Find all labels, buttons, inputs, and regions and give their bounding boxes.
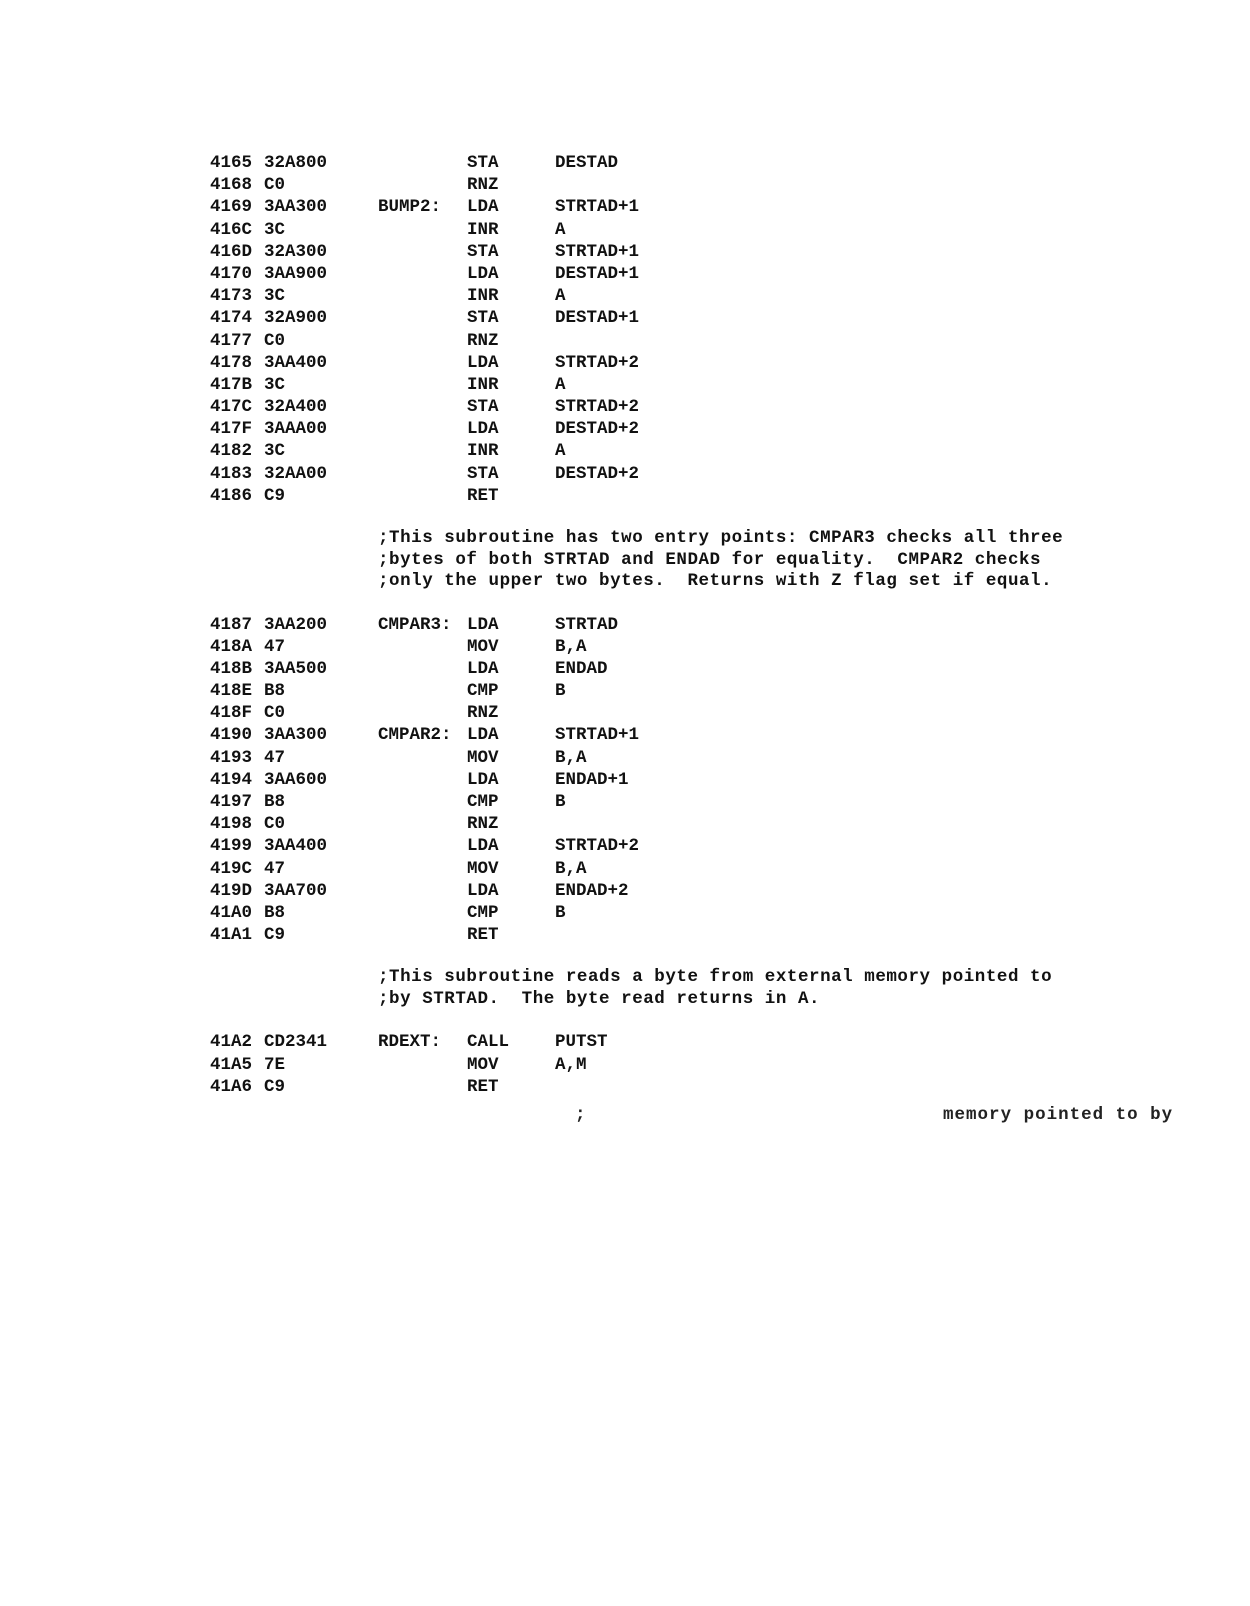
operand: B,A (555, 747, 587, 768)
machine-code: B8 (264, 792, 286, 812)
machine-code: 3AAA00 (264, 419, 328, 440)
listing-line (210, 152, 1110, 174)
machine-code: C0 (264, 814, 286, 835)
machine-code: 3C (264, 219, 286, 240)
listing-line (210, 1076, 1110, 1098)
operand: DESTAD+1 (555, 308, 640, 329)
listing-line (210, 747, 1110, 769)
mnemonic: MOV (467, 1054, 499, 1075)
address: 416D (210, 241, 253, 262)
address: 4174 (210, 308, 253, 329)
listing-line (210, 219, 1110, 241)
mnemonic: MOV (467, 858, 499, 879)
operand: ENDAD+1 (555, 769, 629, 790)
mnemonic: RNZ (467, 175, 499, 196)
code-block-cmpar (210, 614, 1110, 947)
mnemonic: LDA (467, 263, 499, 284)
address: 417F (210, 419, 253, 440)
operand: STRTAD+2 (555, 836, 640, 857)
machine-code: 3AA900 (264, 263, 328, 284)
operand: STRTAD (555, 614, 619, 635)
mnemonic: STA (467, 397, 499, 418)
label: CMPAR2: (378, 725, 452, 746)
comment-line: ;bytes of both STRTAD and ENDAD for equality. CMPAR2 checks (378, 549, 1042, 570)
listing-line (210, 241, 1110, 263)
mnemonic: LDA (467, 880, 499, 901)
machine-code: CD2341 (264, 1032, 328, 1053)
operand: STRTAD+1 (555, 241, 640, 262)
address: 4165 (210, 153, 253, 173)
address: 41A5 (210, 1054, 253, 1075)
listing-line (210, 352, 1110, 374)
mnemonic: STA (467, 153, 499, 173)
machine-code: B8 (264, 681, 286, 702)
machine-code: C0 (264, 703, 286, 724)
address: 4173 (210, 286, 253, 307)
address: 4198 (210, 814, 253, 835)
machine-code: B8 (264, 902, 286, 923)
operand: DESTAD+1 (555, 263, 640, 284)
listing-line (210, 396, 1110, 418)
operand: A (555, 286, 566, 307)
comment-line: ;This subroutine has two entry points: CMPAR3 checks all three (378, 528, 1064, 548)
listing-line (210, 418, 1110, 440)
address: 417B (210, 374, 253, 395)
machine-code: 3AA400 (264, 836, 328, 857)
machine-code: 3AA300 (264, 197, 328, 218)
machine-code: C0 (264, 330, 286, 351)
address: 418F (210, 703, 253, 724)
address: 4193 (210, 747, 253, 768)
comment-line: ;This subroutine reads a byte from external memory pointed to (378, 967, 1053, 988)
operand: PUTST (555, 1032, 608, 1053)
listing-line (210, 769, 1110, 791)
listing-line (210, 813, 1110, 835)
operand: B (555, 681, 566, 702)
mnemonic: LDA (467, 725, 499, 746)
comment-cmpar (378, 528, 1110, 593)
listing-line (210, 263, 1110, 285)
machine-code: 3AA700 (264, 880, 328, 901)
address: 4182 (210, 441, 253, 462)
mnemonic: RNZ (467, 330, 499, 351)
listing-line (210, 374, 1110, 396)
machine-code: 7E (264, 1054, 286, 1075)
listing-line (210, 636, 1110, 658)
listing-line (210, 440, 1110, 462)
machine-code: 32A800 (264, 153, 328, 173)
mnemonic: RET (467, 485, 499, 506)
machine-code: 47 (264, 858, 286, 879)
mnemonic: LDA (467, 614, 499, 635)
listing-line (210, 702, 1110, 724)
machine-code: 32AA00 (264, 463, 328, 484)
mnemonic: INR (467, 374, 499, 395)
listing-line (210, 835, 1110, 857)
address: 4190 (210, 725, 253, 746)
listing-line (210, 1031, 1110, 1053)
address: 4197 (210, 792, 253, 812)
mnemonic: CMP (467, 792, 499, 812)
listing-line (210, 924, 1110, 946)
listing-line (210, 614, 1110, 636)
listing-line (210, 174, 1110, 196)
mnemonic: RET (467, 1076, 499, 1097)
machine-code: 3AA300 (264, 725, 328, 746)
label: RDEXT: (378, 1032, 442, 1053)
machine-code: 3C (264, 441, 286, 462)
listing-line (210, 902, 1110, 924)
assembly-listing (210, 152, 1110, 1098)
mnemonic: RET (467, 925, 499, 946)
comment-line: ;only the upper two bytes. Returns with Z flag set if equal. (378, 571, 1053, 591)
mnemonic: LDA (467, 769, 499, 790)
address: 4183 (210, 463, 253, 484)
mnemonic: RNZ (467, 814, 499, 835)
address: 4168 (210, 175, 253, 196)
mnemonic: LDA (467, 197, 499, 218)
mnemonic: STA (467, 241, 499, 262)
operand: STRTAD+2 (555, 352, 640, 373)
machine-code: 3C (264, 286, 286, 307)
label: BUMP2: (378, 197, 442, 218)
operand: A,M (555, 1054, 587, 1075)
mnemonic: STA (467, 308, 499, 329)
listing-line (210, 285, 1110, 307)
mnemonic: CMP (467, 902, 499, 923)
machine-code: 3C (264, 374, 286, 395)
mnemonic: LDA (467, 352, 499, 373)
machine-code: C9 (264, 925, 286, 946)
listing-line (210, 485, 1110, 507)
listing-line (210, 880, 1110, 902)
listing-line (210, 330, 1110, 352)
address: 41A6 (210, 1076, 253, 1097)
machine-code: 3AA600 (264, 769, 328, 790)
address: 41A0 (210, 902, 253, 923)
mnemonic: STA (467, 463, 499, 484)
listing-line (210, 680, 1110, 702)
operand: DESTAD (555, 153, 619, 173)
address: 418B (210, 658, 253, 679)
listing-line (210, 858, 1110, 880)
operand: ENDAD+2 (555, 880, 629, 901)
address: 41A1 (210, 925, 253, 946)
operand: ENDAD (555, 658, 608, 679)
operand: B,A (555, 636, 587, 657)
address: 419C (210, 858, 253, 879)
cut-off-text: ; memory pointed to by (575, 1105, 1174, 1125)
mnemonic: INR (467, 441, 499, 462)
machine-code: 32A400 (264, 397, 328, 418)
listing-line (210, 658, 1110, 680)
address: 4194 (210, 769, 253, 790)
machine-code: 47 (264, 636, 286, 657)
mnemonic: CMP (467, 681, 499, 702)
machine-code: 47 (264, 747, 286, 768)
operand: B (555, 792, 566, 812)
address: 418A (210, 636, 253, 657)
comment-rdext (378, 967, 1110, 1010)
mnemonic: MOV (467, 636, 499, 657)
listing-line (210, 463, 1110, 485)
code-block-bump2 (210, 152, 1110, 507)
operand: DESTAD+2 (555, 419, 640, 440)
listing-line (210, 196, 1110, 218)
machine-code: C9 (264, 1076, 286, 1097)
operand: B (555, 902, 566, 923)
cut-off-text-line (575, 1100, 1174, 1125)
address: 4177 (210, 330, 253, 351)
address: 4186 (210, 485, 253, 506)
mnemonic: RNZ (467, 703, 499, 724)
code-block-rdext (210, 1031, 1110, 1098)
machine-code: 32A900 (264, 308, 328, 329)
address: 4170 (210, 263, 253, 284)
label: CMPAR3: (378, 614, 452, 635)
address: 4169 (210, 197, 253, 218)
machine-code: C0 (264, 175, 286, 196)
address: 417C (210, 397, 253, 418)
listing-line (210, 791, 1110, 813)
address: 418E (210, 681, 253, 702)
address: 4187 (210, 614, 253, 635)
operand: B,A (555, 858, 587, 879)
mnemonic: CALL (467, 1032, 510, 1053)
operand: STRTAD+2 (555, 397, 640, 418)
operand: DESTAD+2 (555, 463, 640, 484)
machine-code: 3AA400 (264, 352, 328, 373)
address: 419D (210, 880, 253, 901)
operand: A (555, 441, 566, 462)
mnemonic: MOV (467, 747, 499, 768)
operand: A (555, 374, 566, 395)
machine-code: 3AA200 (264, 614, 328, 635)
listing-line (210, 307, 1110, 329)
machine-code: C9 (264, 485, 286, 506)
machine-code: 32A300 (264, 241, 328, 262)
mnemonic: INR (467, 219, 499, 240)
listing-line (210, 1054, 1110, 1076)
mnemonic: INR (467, 286, 499, 307)
address: 41A2 (210, 1032, 253, 1053)
comment-line: ;by STRTAD. The byte read returns in A. (378, 988, 821, 1009)
address: 416C (210, 219, 253, 240)
machine-code: 3AA500 (264, 658, 328, 679)
operand: STRTAD+1 (555, 725, 640, 746)
listing-line (210, 724, 1110, 746)
mnemonic: LDA (467, 658, 499, 679)
mnemonic: LDA (467, 836, 499, 857)
address: 4199 (210, 836, 253, 857)
operand: STRTAD+1 (555, 197, 640, 218)
address: 4178 (210, 352, 253, 373)
operand: A (555, 219, 566, 240)
mnemonic: LDA (467, 419, 499, 440)
